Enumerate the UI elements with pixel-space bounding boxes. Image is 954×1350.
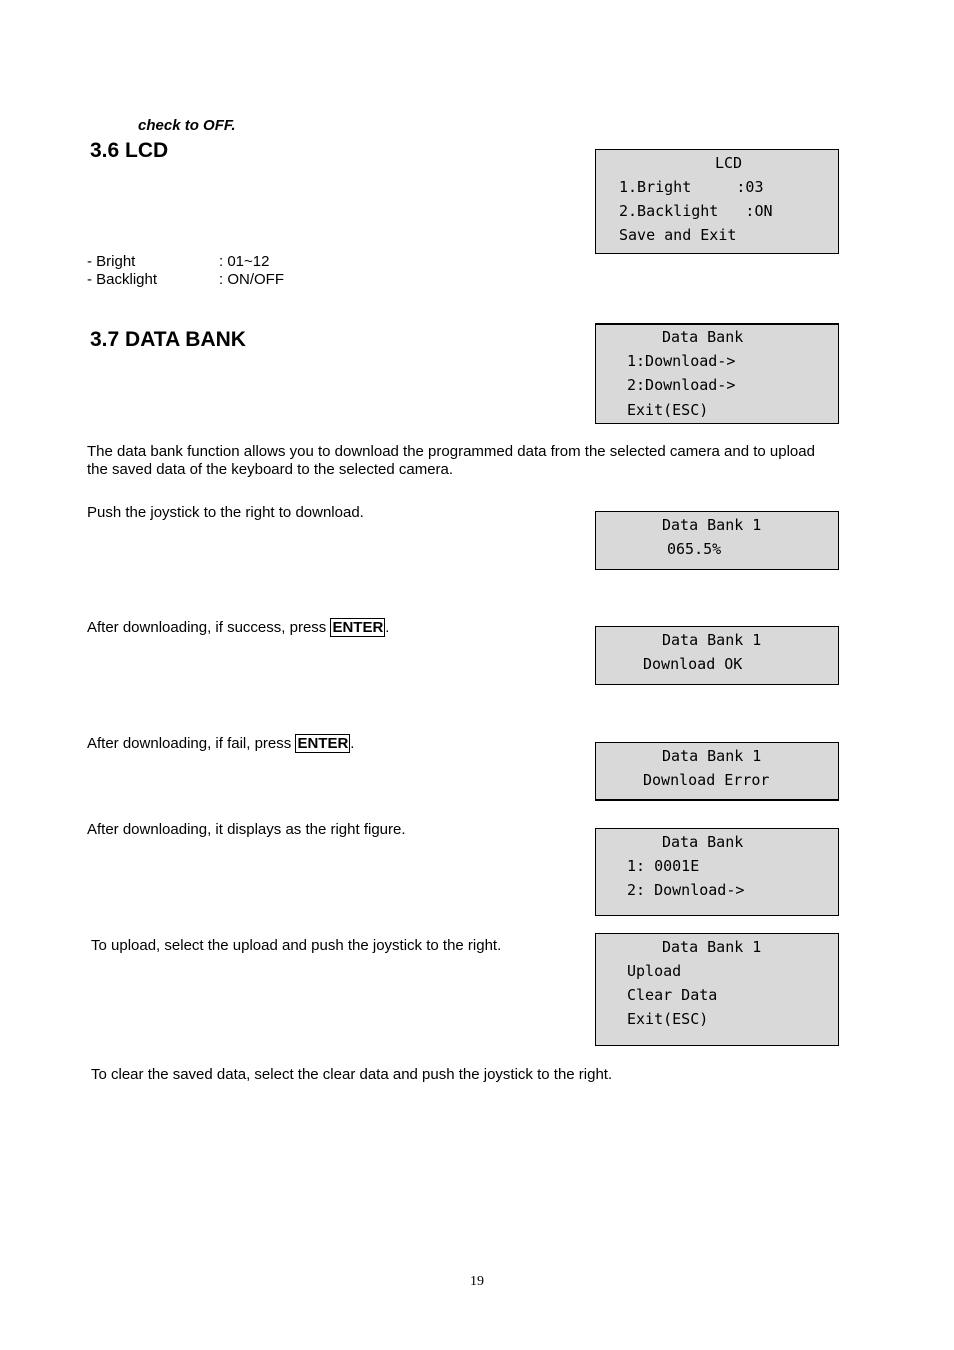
lcd-screen-line: Download Error [643,771,770,789]
step-success [87,619,389,637]
lcd-heading: 3.6 LCD [90,139,169,162]
lcd-screen-line: Upload [627,962,682,980]
step-displays: After downloading, it displays as the right figure. [87,821,406,838]
upload-screen [595,933,839,1046]
lcd-screen-line: 1: 0001E [627,857,700,875]
lcd-screen-line: Clear Data [627,986,718,1004]
enter-key-label: ENTER [332,619,384,636]
lcd-screen-line: Save and Exit [619,226,737,244]
lcd-screen-line: 1:Download-> [627,352,736,370]
download-error-screen [595,742,839,801]
note-text: check to OFF. [138,117,236,134]
step-upload: To upload, select the upload and push the joystick to the right. [91,937,502,954]
lcd-screen-line: 2.Backlight :ON [619,202,773,220]
download-ok-screen [595,626,839,685]
lcd-screen-line: 1.Bright :03 [619,178,764,196]
lcd-menu-screen [595,149,839,254]
databank-menu-screen [595,323,839,424]
lcd-screen-line: 2:Download-> [627,376,736,394]
lcd-screen-line: Data Bank [662,833,744,851]
spec-name-bright: - Bright [87,253,136,270]
lcd-screen-line: Data Bank 1 [662,938,762,956]
period: . [350,735,355,752]
progress-screen [595,511,839,570]
lcd-screen-line: Exit(ESC) [627,1010,709,1028]
lcd-screen-line: 065.5% [667,540,722,558]
lcd-screen-line: LCD [715,154,743,172]
lcd-screen-line: Data Bank 1 [662,516,762,534]
step-fail [87,735,354,753]
lcd-screen-line: Download OK [643,655,743,673]
spec-name-backlight: - Backlight [87,271,158,288]
lcd-screen-line: Exit(ESC) [627,401,709,419]
period: . [385,619,390,636]
step-clear: To clear the saved data, select the clear data and push the joystick to the right. [91,1066,613,1083]
enter-key-label: ENTER [297,735,349,752]
result-screen [595,828,839,916]
lcd-screen-line: Data Bank [662,328,744,346]
step-fail-text: After downloading, if fail, press [87,735,296,752]
lcd-screen-line: Data Bank 1 [662,747,762,765]
lcd-screen-line: 2: Download-> [627,881,745,899]
step-success-text: After downloading, if success, press [87,619,331,636]
step-download: Push the joystick to the right to download. [87,504,364,521]
databank-heading: 3.7 DATA BANK [90,328,246,351]
spec-value-backlight: : ON/OFF [219,271,284,288]
spec-value-bright: : 01~12 [219,253,270,270]
databank-intro: The data bank function allows you to download the programmed data from the selected camera and to upload the saved data of the keyboard to the selected camera. [87,443,815,478]
page-number: 19 [470,1274,484,1289]
lcd-screen-line: Data Bank 1 [662,631,762,649]
